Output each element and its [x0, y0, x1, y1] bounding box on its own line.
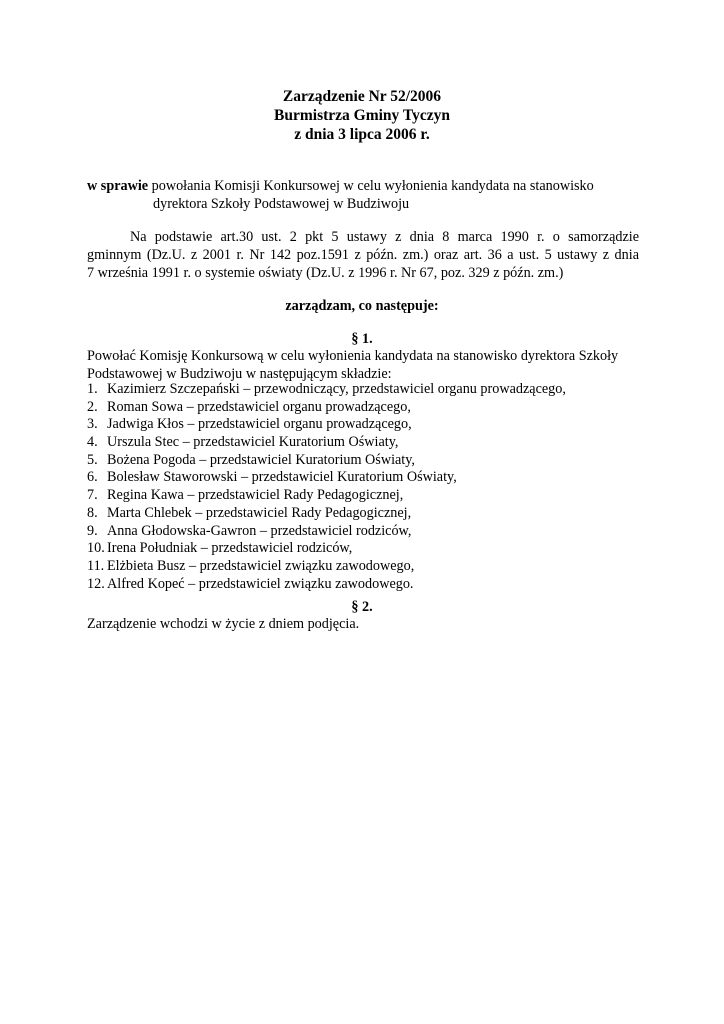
subject-lead: w sprawie: [87, 178, 149, 194]
section-2-heading: § 2.: [351, 599, 373, 615]
list-item-text: Kazimierz Szczepański – przewodniczący, przedstawiciel organu prowadzącego,: [107, 381, 566, 397]
list-item: [87, 576, 566, 594]
list-item-text: Marta Chlebek – przedstawiciel Rady Pedagogicznej,: [107, 504, 412, 521]
list-item: [87, 523, 566, 541]
list-item-number: 10.: [87, 540, 105, 557]
list-item: [87, 487, 566, 505]
subject-line-1-text: powołania Komisji Konkursowej w celu wyłonienia kandydata na stanowisko: [148, 178, 594, 194]
list-item: [87, 434, 566, 452]
list-item: [87, 540, 566, 558]
list-item-number: 6.: [87, 469, 98, 486]
subject-line-1: [87, 178, 647, 196]
subject-line-2: dyrektora Szkoły Podstawowej w Budziwoju: [153, 195, 410, 212]
list-item-text: Regina Kawa – przedstawiciel Rady Pedagogicznej,: [107, 487, 404, 504]
list-item-number: 1.: [87, 381, 98, 397]
list-item-text: Elżbieta Busz – przedstawiciel związku zawodowego,: [107, 557, 415, 574]
list-item-number: 7.: [87, 487, 98, 504]
list-item: [87, 558, 566, 576]
list-item-number: 5.: [87, 451, 98, 468]
list-item: [87, 416, 566, 434]
list-item-number: 4.: [87, 434, 98, 451]
title-line-date: z dnia 3 lipca 2006 r.: [294, 126, 430, 143]
list-item-number: 3.: [87, 416, 98, 433]
list-item-text: Alfred Kopeć – przedstawiciel związku zawodowego.: [107, 575, 414, 592]
subject-paragraph: [87, 178, 647, 214]
list-item-number: 2.: [87, 398, 98, 415]
section-2-text: Zarządzenie wchodzi w życie z dniem podjęcia.: [87, 616, 360, 632]
section-1-intro: [87, 348, 647, 384]
list-item-number: 9.: [87, 522, 98, 539]
list-item-text: Anna Głodowska-Gawron – przedstawiciel rodziców,: [107, 522, 412, 539]
list-item: [87, 399, 566, 417]
section-1-intro-line-1: Powołać Komisję Konkursową w celu wyłonienia kandydata na stanowisko dyrektora Szkoły: [87, 348, 619, 364]
document-title: [0, 87, 724, 144]
list-item-text: Bożena Pogoda – przedstawiciel Kuratorium Oświaty,: [107, 451, 415, 468]
list-item: [87, 381, 566, 399]
decree-statement: zarządzam, co następuje:: [285, 298, 439, 314]
section-1-intro-line-2: Podstawowej w Budziwoju w następującym składzie:: [87, 365, 392, 382]
title-line-number: Zarządzenie Nr 52/2006: [282, 88, 442, 105]
title-line-issuer: Burmistrza Gminy Tyczyn: [274, 107, 450, 124]
legal-basis-line-1: Na podstawie art.30 ust. 2 pkt 5 ustawy z dnia 8 marca 1990 r. o samorządzie: [130, 229, 639, 245]
list-item-number: 12.: [87, 575, 105, 592]
list-item: [87, 452, 566, 470]
section-1-heading: § 1.: [351, 331, 373, 347]
legal-basis-paragraph: [87, 229, 639, 282]
commission-members-list: [87, 381, 566, 593]
list-item: [87, 505, 566, 523]
list-item-number: 11.: [87, 557, 105, 574]
list-item-text: Bolesław Staworowski – przedstawiciel Kuratorium Oświaty,: [107, 469, 457, 486]
list-item-text: Urszula Stec – przedstawiciel Kuratorium Oświaty,: [107, 434, 399, 451]
legal-basis-line-3: 7 września 1991 r. o systemie oświaty (Dz.U. z 1996 r. Nr 67, poz. 329 z późn. zm.): [87, 264, 564, 281]
list-item-text: Jadwiga Kłos – przedstawiciel organu prowadzącego,: [107, 416, 412, 433]
list-item-text: Roman Sowa – przedstawiciel organu prowadzącego,: [107, 398, 411, 415]
list-item: [87, 469, 566, 487]
list-item-number: 8.: [87, 504, 98, 521]
list-item-text: Irena Południak – przedstawiciel rodziców,: [107, 540, 353, 557]
legal-basis-line-2: gminnym (Dz.U. z 2001 r. Nr 142 poz.1591 z późn. zm.) oraz art. 36 a ust. 5 ustawy z dnia: [87, 246, 639, 263]
